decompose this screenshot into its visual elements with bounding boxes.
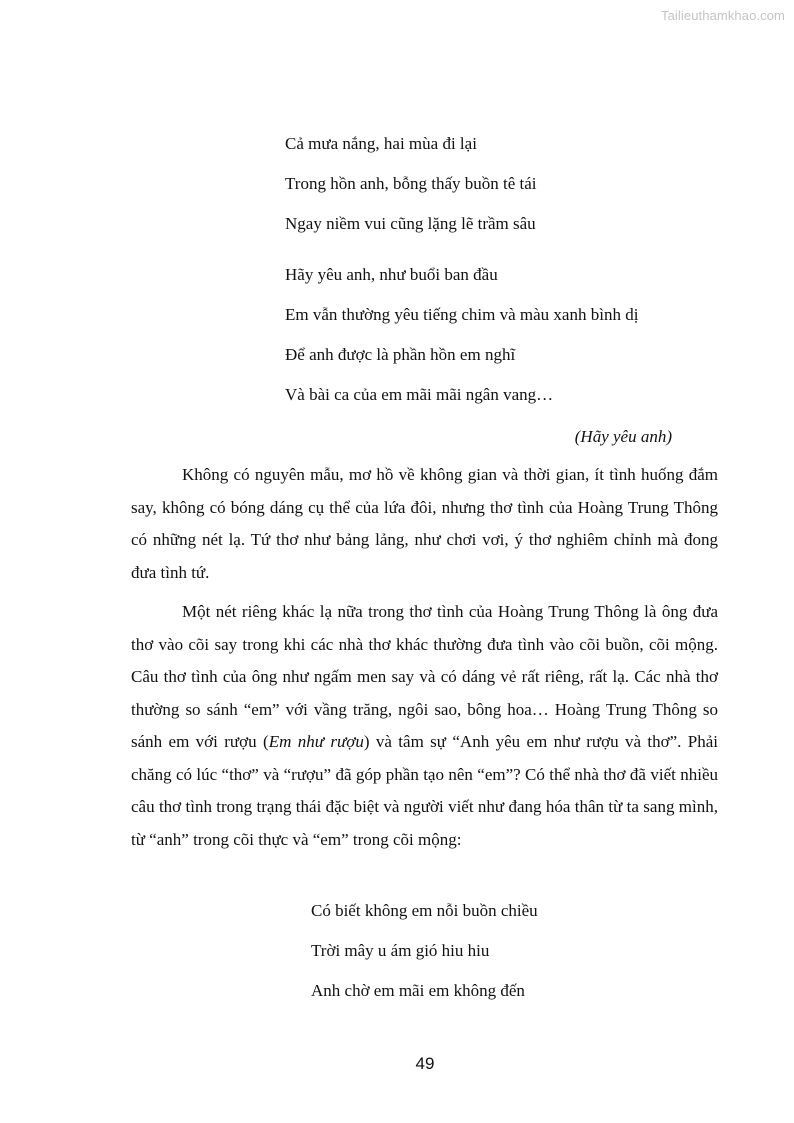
poem-line: Trong hồn anh, bỗng thấy buồn tê tái (285, 174, 537, 193)
paragraph-text: ) và tâm sự “Anh yêu em như rượu và thơ”. Phải chăng có lúc “thơ” và “rượu” đã góp phần tạo nên “em”? Có thể nhà thơ đã viết nhiều câu thơ tình trong trạng thái đặc biệt và người viết như đang hóa thân từ ta sang mình, từ “anh” trong cõi thực và “em” trong cõi mộng: (131, 732, 718, 849)
poem-line: Ngay niềm vui cũng lặng lẽ trầm sâu (285, 214, 536, 233)
poem-citation: (Hãy yêu anh) (574, 427, 672, 446)
body-paragraph (131, 596, 718, 856)
poem-title: Em như rượu (268, 732, 364, 751)
poem-line: Có biết không em nỗi buồn chiều (311, 901, 538, 920)
body-paragraph: Không có nguyên mẫu, mơ hồ về không gian và thời gian, ít tình huống đắm say, không có bóng dáng cụ thể của lứa đôi, nhưng thơ tình của Hoàng Trung Thông có những nét lạ. Tứ thơ như bảng lảng, như chơi vơi, ý thơ nghiêm chỉnh mà đong đưa tình tứ. (131, 465, 718, 582)
poem-line: Em vẫn thường yêu tiếng chim và màu xanh bình dị (285, 305, 639, 324)
poem-line: Anh chờ em mãi em không đến (311, 981, 525, 1000)
paragraph-text: Một nét riêng khác lạ nữa trong thơ tình của Hoàng Trung Thông là ông đưa thơ vào cõi say trong khi các nhà thơ khác thường đưa tình vào cõi buồn, cõi mộng. Câu thơ tình của ông như ngấm men say và có dáng vẻ rất riêng, rất lạ. Các nhà thơ thường so sánh “em” với vầng trăng, ngôi sao, bông hoa… Hoàng Trung Thông so sánh em với rượu ( (131, 602, 718, 751)
poem-line: Và bài ca của em mãi mãi ngân vang… (285, 385, 554, 404)
poem-line: Trời mây u ám gió hiu hiu (311, 941, 490, 960)
poem-line: Hãy yêu anh, như buổi ban đầu (285, 265, 498, 284)
watermark: Tailieuthamkhao.com (660, 8, 785, 23)
poem-line: Để anh được là phần hồn em nghĩ (285, 345, 516, 364)
poem-line: Cả mưa nắng, hai mùa đi lại (285, 134, 477, 153)
page-number: 49 (415, 1054, 435, 1073)
